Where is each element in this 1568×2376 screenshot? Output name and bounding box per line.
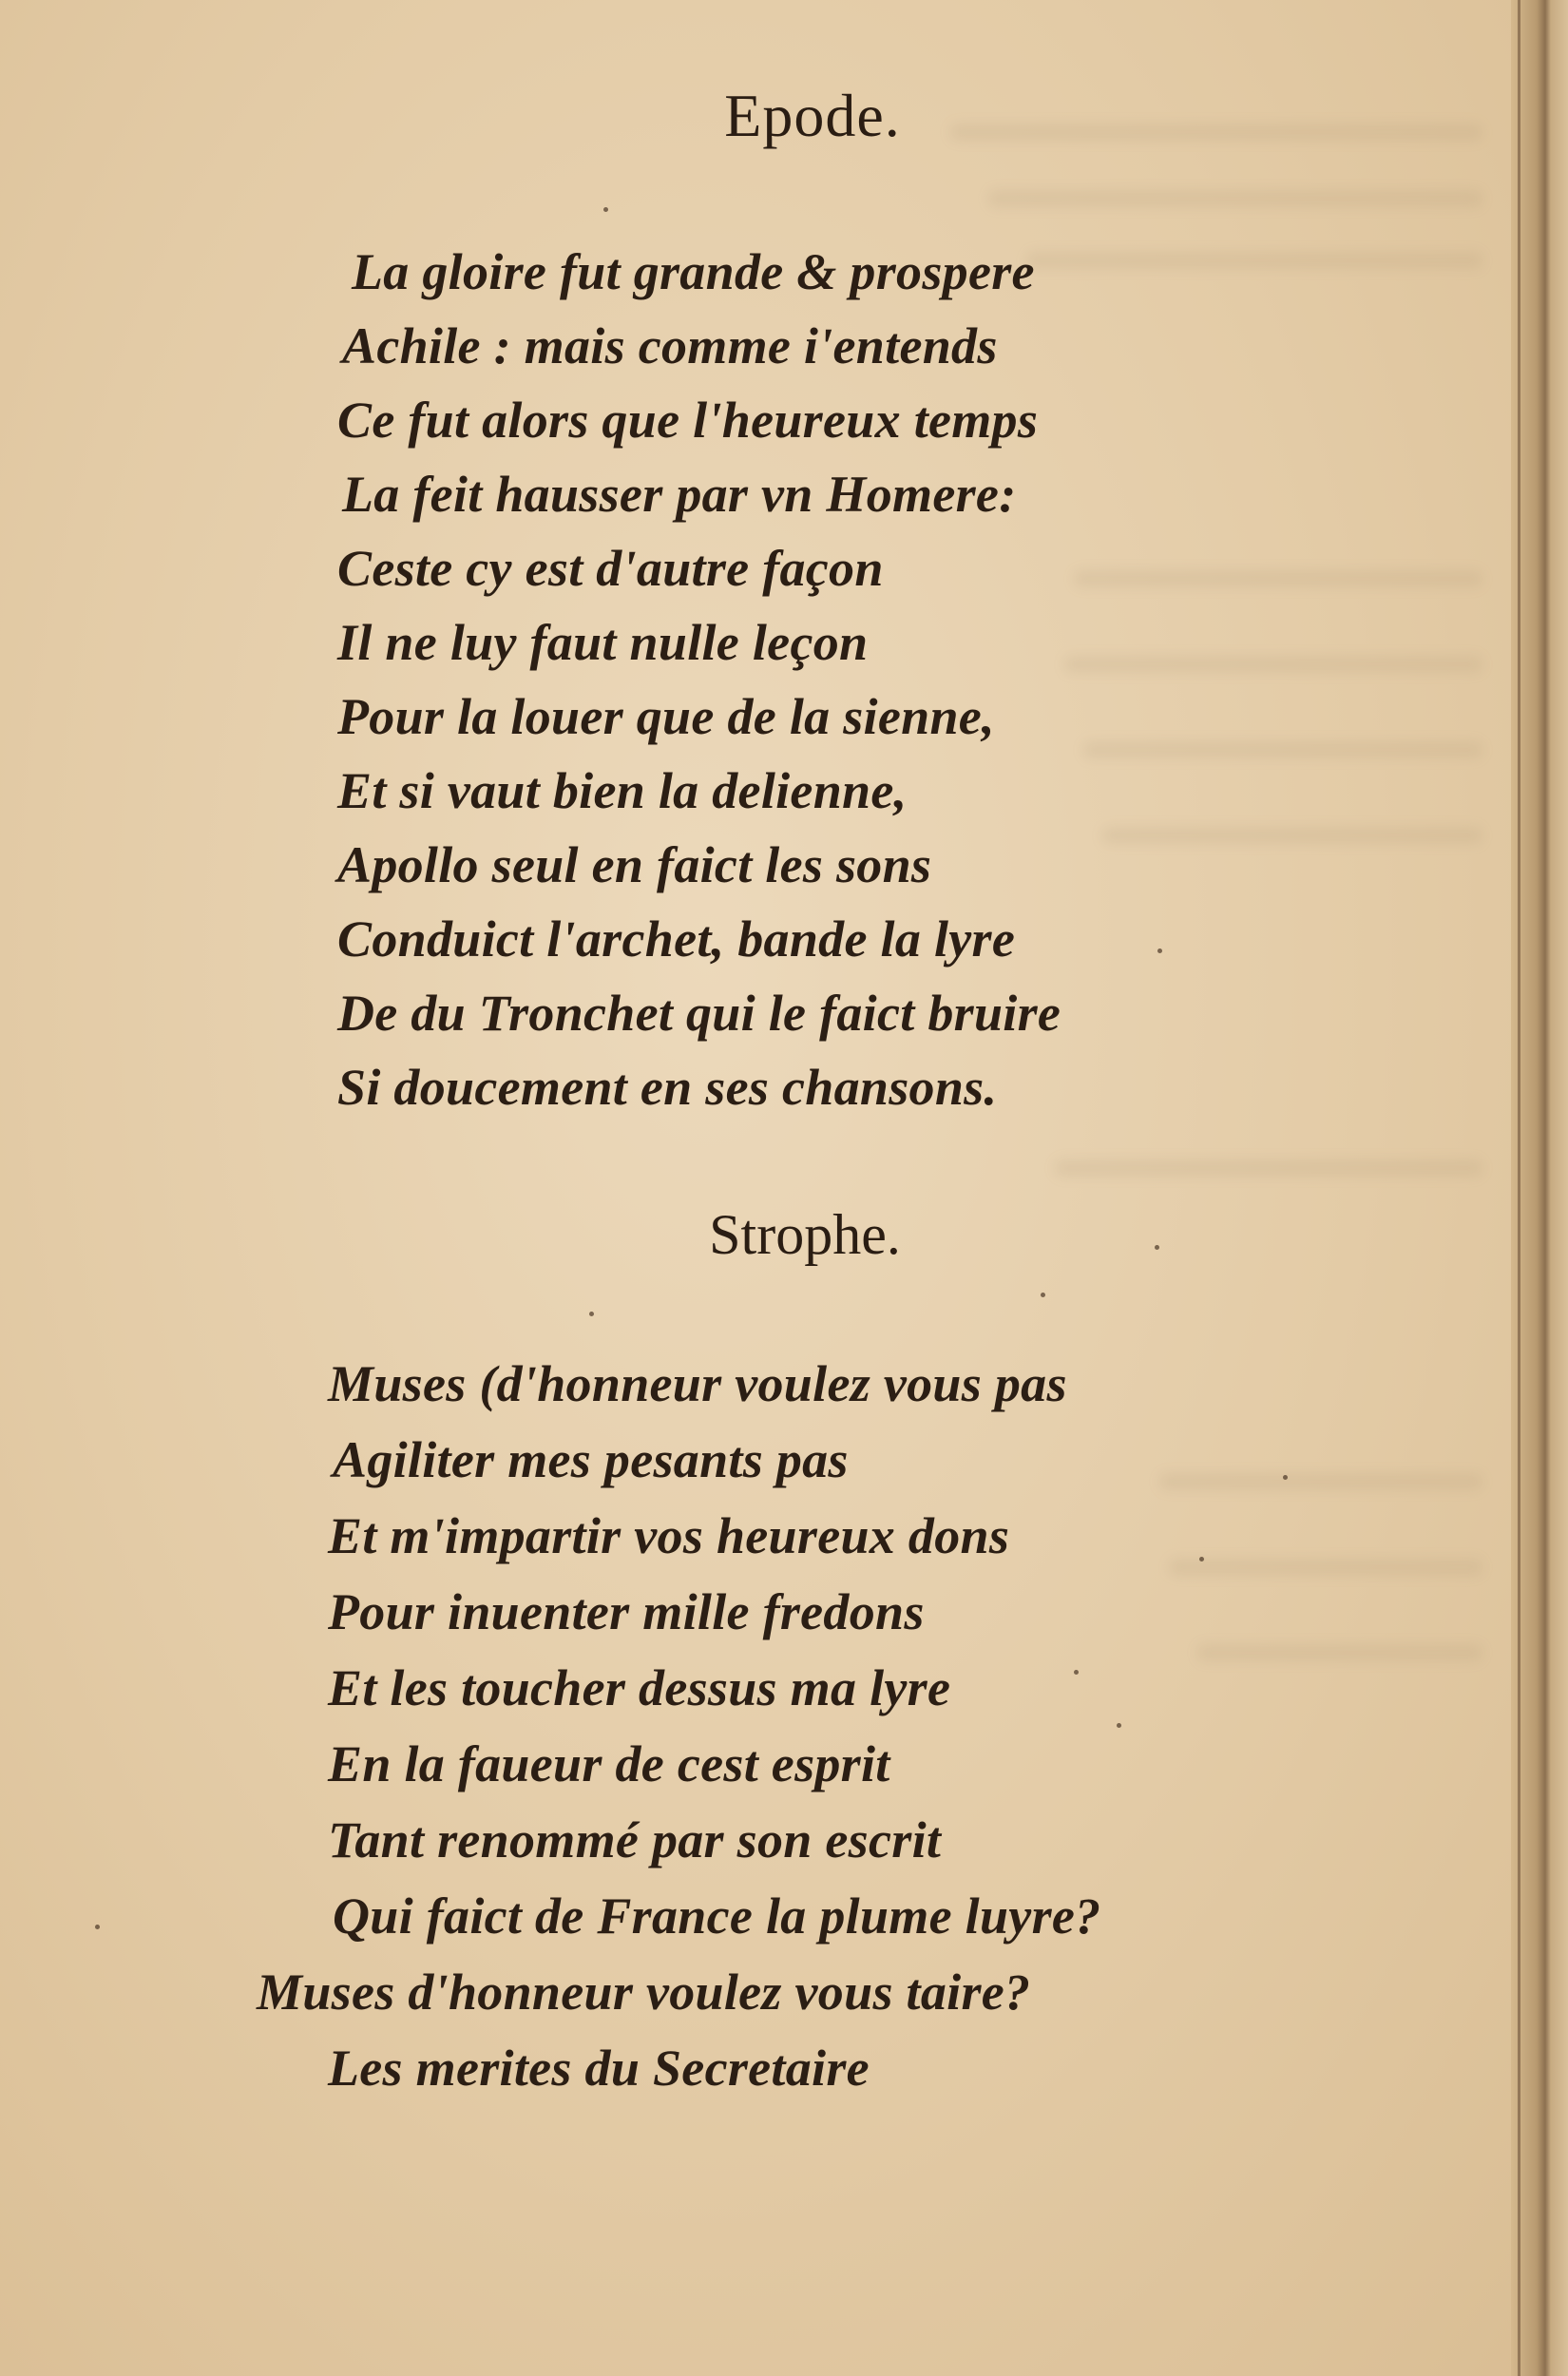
verse-line: Et si vaut bien la delienne, [337, 762, 908, 819]
verse-line: Achile : mais comme i'entends [342, 317, 998, 374]
show-through-text [1159, 1473, 1482, 1490]
show-through-text [1083, 741, 1482, 758]
show-through-text [1169, 1559, 1482, 1576]
verse-line: La feit hausser par vn Homere: [342, 466, 1017, 523]
verse-line: La gloire fut grande & prospere [352, 243, 1035, 300]
ink-speck [1157, 948, 1162, 953]
verse-line: Pour inuenter mille fredons [328, 1583, 925, 1640]
ink-speck [1155, 1245, 1159, 1250]
verse-line: Pour la louer que de la sienne, [337, 688, 995, 745]
show-through-text [1055, 1159, 1482, 1177]
ink-speck [1283, 1475, 1288, 1480]
show-through-text [1026, 252, 1482, 269]
verse-line: Qui faict de France la plume luyre? [333, 1887, 1101, 1945]
strophe-heading: Strophe. [709, 1203, 901, 1266]
verse-line: Et m'impartir vos heureux dons [328, 1507, 1010, 1564]
verse-line: Muses d'honneur voulez vous taire? [257, 1964, 1031, 2021]
verse-line: Conduict l'archet, bande la lyre [337, 910, 1016, 968]
verse-line: Et les toucher dessus ma lyre [328, 1659, 951, 1716]
verse-line: Agiliter mes pesants pas [333, 1431, 849, 1488]
verse-line: De du Tronchet qui le faict bruire [337, 985, 1061, 1042]
ink-speck [1199, 1557, 1204, 1562]
ink-speck [589, 1312, 594, 1316]
verse-line: Apollo seul en faict les sons [337, 836, 932, 893]
ink-speck [1074, 1670, 1079, 1675]
verse-line: En la faueur de cest esprit [328, 1735, 890, 1792]
binding-edge [1518, 0, 1520, 2376]
verse-line: Ce fut alors que l'heureux temps [337, 392, 1039, 449]
show-through-text [1197, 1644, 1482, 1661]
verse-line: Il ne luy faut nulle leçon [337, 614, 869, 671]
show-through-text [1064, 656, 1482, 673]
epode-heading: Epode. [724, 82, 901, 149]
ink-speck [95, 1925, 100, 1929]
show-through-text [988, 190, 1482, 207]
verse-line: Si doucement en ses chansons. [337, 1059, 998, 1116]
verse-line: Ceste cy est d'autre façon [337, 540, 884, 597]
verse-line: Les merites du Secretaire [328, 2040, 870, 2097]
show-through-text [1102, 827, 1482, 844]
ink-speck [603, 207, 608, 212]
verse-line: Tant renommé par son escrit [328, 1811, 942, 1868]
ink-speck [1041, 1293, 1045, 1297]
ink-speck [1117, 1723, 1121, 1728]
verse-line: Muses (d'honneur voulez vous pas [328, 1355, 1067, 1412]
show-through-text [1074, 570, 1482, 587]
